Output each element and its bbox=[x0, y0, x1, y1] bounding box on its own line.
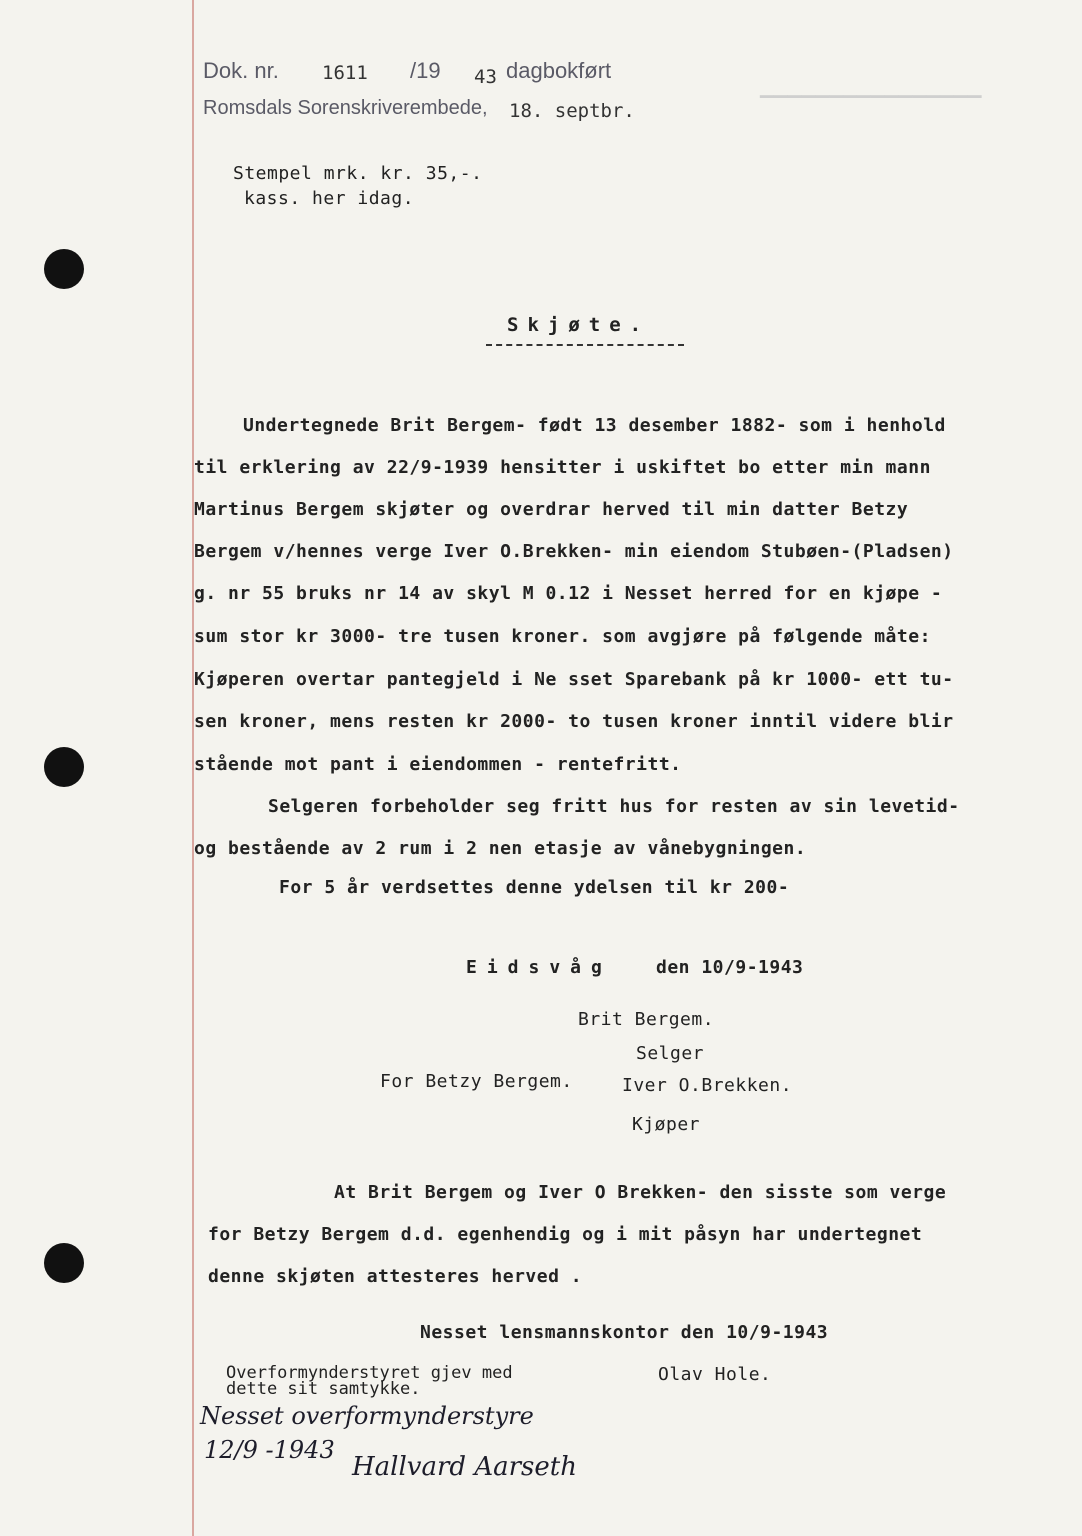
place: Eidsvåg bbox=[466, 957, 612, 978]
body-line: sen kroner, mens resten kr 2000- to tusen kroner inntil videre blir bbox=[194, 711, 954, 732]
handwritten-date: 12/9 -1943 bbox=[204, 1436, 335, 1464]
body-line: Kjøperen overtar pantegjeld i Ne sset Sparebank på kr 1000- ett tu- bbox=[194, 669, 954, 690]
punch-hole-top bbox=[44, 249, 84, 289]
handwritten-signature: Hallvard Aarseth bbox=[352, 1452, 577, 1482]
punch-hole-middle bbox=[44, 747, 84, 787]
stamp-date: 18. septbr. bbox=[509, 100, 635, 122]
body-line: For 5 år verdsettes denne ydelsen til kr 200- bbox=[279, 877, 790, 898]
body-line: Martinus Bergem skjøter og overdrar herved til min datter Betzy bbox=[194, 499, 909, 520]
body-line: Bergem v/hennes verge Iver O.Brekken- min eiendom Stubøen-(Pladsen) bbox=[194, 541, 954, 562]
body-line: til erklering av 22/9-1939 hensitter i uskiftet bo etter min mann bbox=[194, 457, 931, 478]
document-title: Skjøte. bbox=[507, 314, 651, 336]
handwritten-board-name: Nesset overformynderstyre bbox=[200, 1402, 534, 1430]
body-line: sum stor kr 3000- tre tusen kroner. som avgjøre på følgende måte: bbox=[194, 626, 931, 647]
body-line: g. nr 55 bruks nr 14 av skyl M 0.12 i Nesset herred for en kjøpe - bbox=[194, 583, 943, 604]
attestation-line: At Brit Bergem og Iver O Brekken- den sisste som verge bbox=[334, 1182, 947, 1203]
stamp-registered: dagbokført bbox=[506, 58, 612, 83]
fee-note-line-1: Stempel mrk. kr. 35,-. bbox=[233, 163, 483, 184]
stamp-doc-number: 1611 bbox=[322, 62, 368, 84]
contract-date: den 10/9-1943 bbox=[656, 957, 804, 978]
body-line: Undertegnede Brit Bergem- født 13 desember 1882- som i henhold bbox=[243, 415, 946, 436]
seller-name: Brit Bergem. bbox=[578, 1009, 715, 1030]
buyer-name: Iver O.Brekken. bbox=[622, 1075, 793, 1096]
consent-line-2: dette sit samtykke. bbox=[226, 1379, 421, 1399]
buyer-for: For Betzy Bergem. bbox=[380, 1071, 573, 1092]
title-underline bbox=[486, 344, 684, 346]
stamp-office: Romsdals Sorenskriverembede, bbox=[203, 97, 488, 119]
buyer-role: Kjøper bbox=[632, 1114, 701, 1135]
attestation-signer: Olav Hole. bbox=[658, 1364, 772, 1385]
stamp-doc-prefix: Dok. nr. bbox=[203, 58, 279, 83]
body-line: Selgeren forbeholder seg fritt hus for resten av sin levetid- bbox=[268, 796, 960, 817]
stamp-year: 43 bbox=[474, 66, 497, 88]
seller-role: Selger bbox=[636, 1043, 705, 1064]
attestation-line: denne skjøten attesteres herved . bbox=[208, 1266, 583, 1287]
fee-note-line-2: kass. her idag. bbox=[244, 188, 415, 209]
consent-line-1: Overformynderstyret gjev med bbox=[226, 1363, 513, 1383]
bleed-through-stamp: ▔▔▔▔▔▔▔▔▔▔▔▔▔▔▔▔ bbox=[760, 96, 982, 116]
body-line: stående mot pant i eiendommen - rentefritt. bbox=[194, 754, 682, 775]
body-line: og bestående av 2 rum i 2 nen etasje av vånebygningen. bbox=[194, 838, 807, 859]
attestation-line: for Betzy Bergem d.d. egenhendig og i mit påsyn har undertegnet bbox=[208, 1224, 923, 1245]
attestation-office-date: Nesset lensmannskontor den 10/9-1943 bbox=[420, 1322, 829, 1343]
stamp-year-prefix: /19 bbox=[410, 58, 441, 83]
punch-hole-bottom bbox=[44, 1243, 84, 1283]
